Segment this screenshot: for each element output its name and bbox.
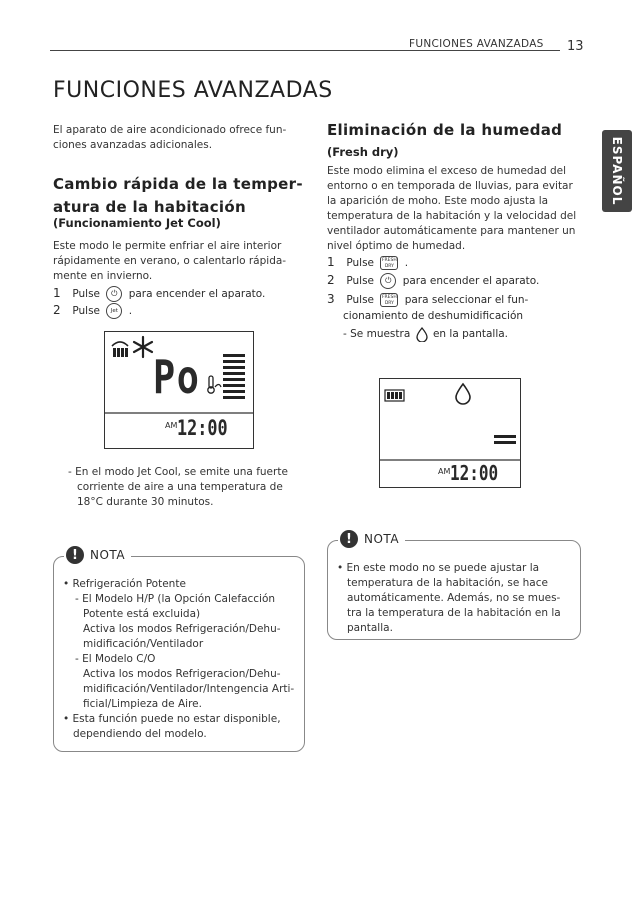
exclamation-icon: ! bbox=[66, 546, 84, 564]
footnote-line: - En el modo Jet Cool, se emite una fuerte bbox=[68, 466, 288, 478]
note-line: Potente está excluida) bbox=[83, 608, 201, 620]
fresh-label: FRESH bbox=[381, 295, 397, 300]
note-line: Activa los modos Refrigeracion/Dehu- bbox=[83, 668, 281, 680]
desc-line: rápidamente en verano, o calentarlo rápida- bbox=[53, 255, 287, 267]
jet-cool-subheading: (Funcionamiento Jet Cool) bbox=[53, 216, 221, 230]
language-tab-label: ESPAÑOL bbox=[610, 136, 624, 206]
intro-line: El aparato de aire acondicionado ofrece fun- bbox=[53, 124, 287, 136]
fan-icon bbox=[112, 342, 128, 357]
desc-line: ventilador automáticamente para mantener un bbox=[327, 225, 576, 237]
heading-line: Cambio rápida de la temper- bbox=[53, 175, 303, 193]
step-text: Pulse bbox=[72, 305, 100, 317]
dry-label: DRY bbox=[384, 301, 394, 306]
footnote-line: 18°C durante 30 minutos. bbox=[77, 496, 214, 508]
note-label: NOTA bbox=[364, 532, 400, 546]
desc-line: temperatura de la habitación y la velocidad del bbox=[327, 210, 577, 222]
note-line: tra la temperatura de la habitación en la bbox=[347, 607, 561, 619]
page-title: FUNCIONES AVANZADAS bbox=[53, 78, 333, 103]
jet-cool-footnote bbox=[68, 465, 308, 510]
note-line: pantalla. bbox=[347, 622, 393, 634]
fresh-dry-step-3 bbox=[327, 291, 528, 324]
fresh-dry-heading: Eliminación de la humedad bbox=[327, 121, 563, 139]
fresh-dry-step-1 bbox=[327, 254, 408, 271]
note-content-left bbox=[63, 577, 301, 742]
desc-line: nivel óptimo de humedad. bbox=[327, 240, 466, 252]
note-line: ficial/Limpieza de Aire. bbox=[83, 698, 202, 710]
step-number: 1 bbox=[53, 286, 61, 300]
shown-on-display-note bbox=[343, 326, 508, 342]
dry-level-bar bbox=[494, 441, 516, 444]
jet-cool-step-2 bbox=[53, 302, 132, 319]
fan-icon bbox=[385, 390, 404, 401]
snowflake-icon bbox=[134, 337, 152, 357]
note-line: • En este modo no se puede ajustar la bbox=[337, 562, 540, 574]
power-button-icon: ⏻ bbox=[380, 273, 396, 289]
lcd-time: 12:00 bbox=[450, 461, 499, 485]
step-text: cionamiento de deshumidificación bbox=[343, 310, 524, 322]
water-drop-icon bbox=[456, 384, 470, 404]
fresh-dry-subheading: (Fresh dry) bbox=[327, 145, 399, 159]
jet-cool-description bbox=[53, 239, 303, 284]
language-tab bbox=[602, 130, 632, 212]
jet-cool-lcd-display bbox=[104, 331, 254, 449]
note-box-left bbox=[53, 556, 305, 752]
step-number: 1 bbox=[327, 255, 335, 269]
note-line: midificación/Ventilador bbox=[83, 638, 204, 650]
note-line: dependiendo del modelo. bbox=[73, 728, 207, 740]
lcd-am-label: AM bbox=[165, 421, 178, 430]
note-line: • Esta función puede no estar disponible, bbox=[63, 713, 281, 725]
lcd-am-label: AM bbox=[438, 467, 451, 476]
step-text: . bbox=[128, 305, 133, 317]
step-text: para encender el aparato. bbox=[402, 275, 540, 287]
fresh-dry-description bbox=[327, 164, 587, 254]
intro-line: ciones avanzadas adicionales. bbox=[53, 139, 213, 151]
fresh-dry-button-icon bbox=[380, 256, 398, 270]
step-text: para seleccionar el fun- bbox=[404, 294, 529, 306]
note-label: NOTA bbox=[90, 548, 126, 562]
note-line: - El Modelo C/O bbox=[75, 653, 156, 665]
lcd-time: 12:00 bbox=[177, 416, 228, 440]
desc-line: Este modo elimina el exceso de humedad del bbox=[327, 165, 567, 177]
thermometer-icon bbox=[208, 376, 221, 393]
fresh-label: FRESH bbox=[381, 258, 397, 263]
step-text: Pulse bbox=[72, 288, 100, 300]
step-number: 2 bbox=[53, 303, 61, 317]
step-text: . bbox=[404, 257, 409, 269]
step-text: Pulse bbox=[346, 257, 374, 269]
page-number: 13 bbox=[567, 39, 584, 54]
note-header-right bbox=[338, 530, 405, 548]
note-line: automáticamente. Además, no se mues- bbox=[347, 592, 561, 604]
note-box-right bbox=[327, 540, 581, 640]
desc-line: la aparición de moho. Este modo ajusta la bbox=[327, 195, 549, 207]
shown-text: en la pantalla. bbox=[432, 328, 509, 340]
step-text: Pulse bbox=[346, 275, 374, 287]
note-line: Activa los modos Refrigeración/Dehu- bbox=[83, 623, 281, 635]
header-rule bbox=[50, 50, 560, 51]
note-line: • Refrigeración Potente bbox=[63, 578, 186, 590]
step-number: 3 bbox=[327, 292, 335, 306]
jet-cool-step-1 bbox=[53, 285, 265, 302]
dry-label: DRY bbox=[384, 264, 394, 269]
fresh-dry-step-2 bbox=[327, 272, 539, 289]
jet-cool-button-icon: Jet bbox=[106, 303, 122, 319]
fresh-dry-button-icon bbox=[380, 293, 398, 307]
power-button-icon: ⏻ bbox=[106, 286, 122, 302]
heading-line: atura de la habitación bbox=[53, 198, 246, 216]
lcd-mode-text: Po bbox=[153, 350, 201, 404]
note-content-right bbox=[337, 561, 575, 636]
jet-cool-heading bbox=[53, 174, 313, 218]
running-header: FUNCIONES AVANZADAS bbox=[409, 38, 544, 50]
desc-line: Este modo le permite enfriar el aire interior bbox=[53, 240, 282, 252]
note-line: midificación/Ventilador/Intengencia Arti- bbox=[83, 683, 295, 695]
desc-line: mente en invierno. bbox=[53, 270, 153, 282]
footnote-line: corriente de aire a una temperatura de bbox=[77, 481, 283, 493]
note-line: temperatura de la habitación, se hace bbox=[347, 577, 548, 589]
shown-text: - Se muestra bbox=[343, 328, 411, 340]
fresh-dry-lcd-display bbox=[379, 378, 521, 488]
dry-level-bar bbox=[494, 435, 516, 438]
desc-line: entorno o en temporada de lluvias, para evitar bbox=[327, 180, 573, 192]
intro-text bbox=[53, 123, 303, 153]
step-number: 2 bbox=[327, 273, 335, 287]
fan-level-bars bbox=[223, 354, 245, 399]
step-text: Pulse bbox=[346, 294, 374, 306]
water-drop-icon bbox=[416, 327, 428, 342]
note-line: - El Modelo H/P (la Opción Calefacción bbox=[75, 593, 276, 605]
exclamation-icon: ! bbox=[340, 530, 358, 548]
note-header-left bbox=[64, 546, 131, 564]
step-text: para encender el aparato. bbox=[128, 288, 266, 300]
